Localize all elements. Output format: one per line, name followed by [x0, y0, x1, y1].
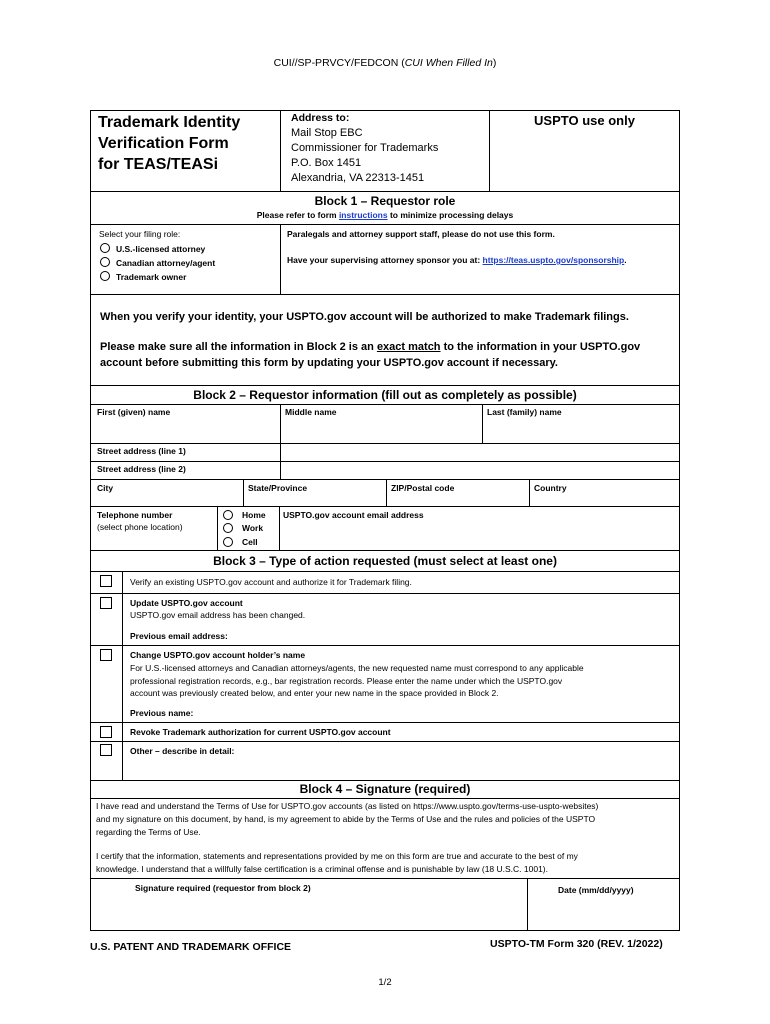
street2-field[interactable]	[282, 463, 677, 478]
revoke-label: Revoke Trademark authorization for current USPTO.gov account	[130, 727, 391, 737]
update-checkbox[interactable]	[100, 597, 112, 609]
mailing-address	[291, 111, 438, 186]
certification-text: I certify that the information, statements and representations provided by me on this form are true and accurate to the best of my knowledge. I understand that a willfully false certification is a criminal offense and is punishable by law (18 U.S.C. 1001).	[96, 851, 578, 874]
page-number: 1/2	[378, 977, 392, 988]
classification-italic: CUI When Filled In	[404, 57, 493, 69]
refer-prefix: Please refer to form	[256, 210, 339, 220]
address-heading: Address to:	[291, 112, 350, 124]
notice-line1: When you verify your identity, your USPTO.gov account will be authorized to make Trademark filings.	[100, 311, 629, 323]
telephone-label: Telephone number	[97, 510, 173, 520]
signature-field[interactable]	[92, 896, 525, 928]
phone-radio-home[interactable]	[223, 510, 233, 520]
middle-name-label: Middle name	[285, 407, 337, 417]
phone-radio-work[interactable]	[223, 523, 233, 533]
zip-label: ZIP/Postal code	[391, 483, 455, 493]
role-radio-trademark-owner[interactable]	[100, 271, 110, 281]
notice-line2: Please make sure all the information in Block 2 is an exact match to the information in your USPTO.gov	[100, 341, 641, 353]
phone-radio-cell[interactable]	[223, 537, 233, 547]
sponsor-note	[287, 255, 627, 266]
update-description: USPTO.gov email address has been changed.	[130, 610, 306, 620]
block1-refer-note	[90, 210, 680, 221]
instructions-link[interactable]: instructions	[338, 210, 388, 220]
verify-label: Verify an existing USPTO.gov account and authorize it for Trademark filing.	[130, 577, 412, 587]
role-radio-us-attorney[interactable]	[100, 243, 110, 253]
change-name-description: For U.S.-licensed attorneys and Canadian attorneys/agents, the new requested name must correspond to any applicable professional registration records, e.g., bar registration records. Please enter the name under which the USPTO.gov account was previously created below, and enter your new name in the space provided in Block 2.	[130, 663, 584, 698]
last-name-field[interactable]	[484, 419, 677, 441]
phone-label-cell: Cell	[242, 537, 258, 547]
date-label: Date (mm/dd/yyyy)	[558, 885, 634, 895]
other-checkbox[interactable]	[100, 744, 112, 756]
footer-office: U.S. PATENT AND TRADEMARK OFFICE	[90, 941, 292, 953]
form-title	[98, 112, 240, 175]
select-role-label: Select your filing role:	[99, 229, 181, 239]
first-name-label: First (given) name	[97, 407, 171, 417]
update-title: Update USPTO.gov account	[130, 598, 243, 608]
block4-title: Block 4 – Signature (required)	[299, 782, 471, 796]
change-name-checkbox[interactable]	[100, 649, 112, 661]
date-field[interactable]	[530, 898, 677, 928]
other-label: Other – describe in detail:	[130, 746, 235, 756]
notice-line3: account before submitting this form by updating your USPTO.gov account if necessary.	[100, 357, 558, 369]
classification-suffix: )	[492, 57, 497, 69]
sponsor-suffix: .	[624, 255, 627, 265]
form-title-line1: Trademark Identity	[98, 114, 241, 131]
sponsor-prefix: Have your supervising attorney sponsor you at:	[287, 255, 483, 265]
country-label: Country	[534, 483, 567, 493]
previous-email-label: Previous email address:	[130, 631, 228, 641]
street1-field[interactable]	[282, 445, 677, 460]
role-label-trademark-owner: Trademark owner	[116, 272, 187, 282]
telephone-hint: (select phone location)	[97, 522, 183, 532]
street1-label: Street address (line 1)	[97, 446, 186, 456]
phone-label-home: Home	[242, 510, 266, 520]
form-title-line3: for TEAS/TEASi	[98, 156, 219, 173]
last-name-label: Last (family) name	[487, 407, 562, 417]
block3-title: Block 3 – Type of action requested (must select at least one)	[213, 554, 557, 568]
classification-marking	[0, 57, 770, 69]
block2-title: Block 2 – Requestor information (fill out as completely as possible)	[193, 388, 577, 402]
signature-label: Signature required (requestor from block 2)	[135, 883, 311, 893]
role-label-us-attorney: U.S.-licensed attorney	[116, 244, 206, 254]
paralegal-note: Paralegals and attorney support staff, please do not use this form.	[287, 229, 555, 239]
change-name-title: Change USPTO.gov account holder’s name	[130, 650, 306, 660]
previous-name-label: Previous name:	[130, 708, 194, 718]
footer-form-number: USPTO-TM Form 320 (REV. 1/2022)	[490, 938, 663, 950]
classification-prefix: CUI//SP-PRVCY/FEDCON (	[273, 57, 405, 69]
terms-of-use-text: I have read and understand the Terms of Use for USPTO.gov accounts (as listed on https://www.uspto.gov/terms-use-uspto-websites) and my signature on this document, by hand, is my agreement to abide by the Terms of Use and the rules and policies of the USPTO regarding the Terms of Use.	[96, 801, 599, 837]
form-title-line2: Verification Form	[98, 135, 229, 152]
exact-match-text: exact match	[376, 341, 441, 353]
address-line: P.O. Box 1451	[291, 157, 362, 169]
city-label: City	[97, 483, 114, 493]
uspto-use-only: USPTO use only	[534, 113, 635, 128]
verification-notice	[100, 309, 640, 371]
first-name-field[interactable]	[92, 419, 278, 441]
revoke-checkbox[interactable]	[100, 726, 112, 738]
email-label: USPTO.gov account email address	[283, 510, 424, 520]
role-label-canadian-agent: Canadian attorney/agent	[116, 258, 216, 268]
refer-suffix: to minimize processing delays	[387, 210, 514, 220]
address-line: Commissioner for Trademarks	[291, 142, 439, 154]
street2-label: Street address (line 2)	[97, 464, 186, 474]
address-line: Mail Stop EBC	[291, 127, 363, 139]
sponsorship-link[interactable]: https://teas.uspto.gov/sponsorship	[482, 255, 625, 265]
middle-name-field[interactable]	[282, 419, 480, 441]
address-line: Alexandria, VA 22313-1451	[291, 172, 425, 184]
verify-checkbox[interactable]	[100, 575, 112, 587]
state-label: State/Province	[248, 483, 308, 493]
role-radio-canadian-agent[interactable]	[100, 257, 110, 267]
block1-title: Block 1 – Requestor role	[314, 194, 456, 208]
phone-label-work: Work	[242, 523, 264, 533]
